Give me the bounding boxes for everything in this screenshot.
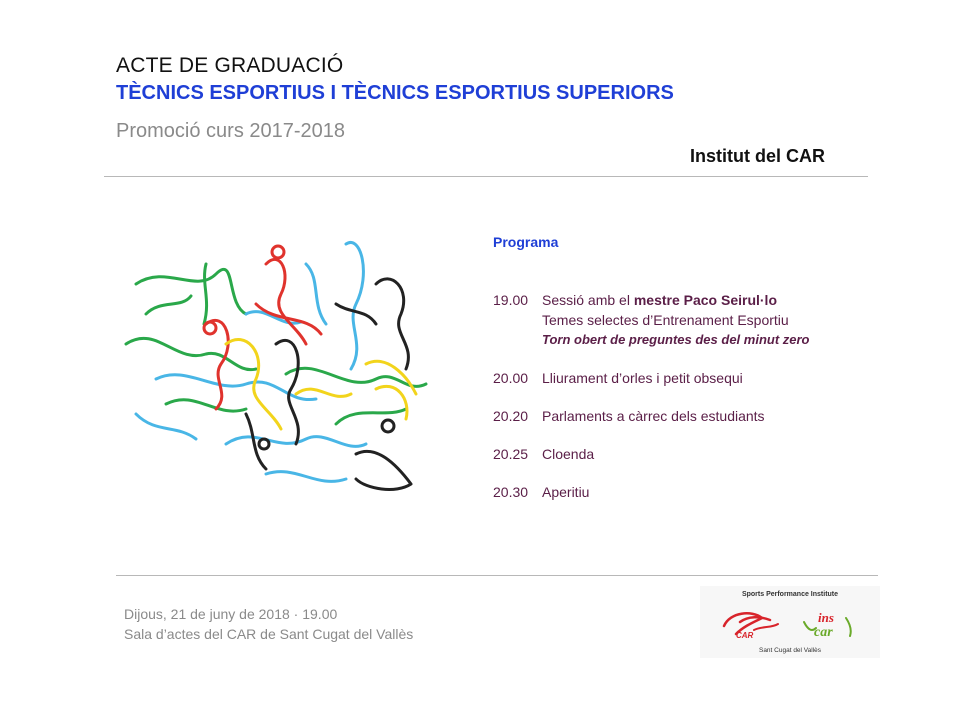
logo-top-text: Sports Performance Institute — [741, 591, 839, 598]
event-venue: Sala d’actes del CAR de Sant Cugat del Vallès — [124, 626, 414, 642]
promotion-label: Promoció curs 2017-2018 — [116, 120, 346, 142]
program-item — [493, 444, 933, 464]
program-list — [493, 290, 933, 502]
program-item — [493, 482, 933, 502]
program-item — [493, 368, 933, 388]
program-time: 20.20 — [493, 408, 529, 424]
program-text: Aperitiu — [542, 484, 590, 500]
program-text: Lliurament d’orles i petit obsequi — [542, 370, 743, 386]
program-heading: Programa — [493, 234, 559, 250]
logo-car-text: CAR — [736, 631, 754, 640]
program-text: Cloenda — [542, 446, 595, 462]
program-item — [493, 290, 933, 350]
program-time: 19.00 — [493, 292, 529, 308]
footer-divider — [116, 575, 878, 576]
logo-car2-text: car — [814, 625, 833, 640]
program-text: Parlaments a càrrec dels estudiants — [542, 408, 765, 424]
program-text: Sessió amb el — [542, 292, 634, 308]
program-item — [493, 406, 933, 426]
logo-ins-text: ins — [818, 610, 834, 625]
event-details — [124, 604, 413, 644]
event-subtitle: TÈCNICS ESPORTIUS I TÈCNICS ESPORTIUS SUPERIORS — [116, 82, 674, 104]
program-subline-italic: Torn obert de preguntes des del minut zero — [542, 332, 810, 347]
header-divider — [104, 176, 868, 177]
program-time: 20.00 — [493, 370, 529, 386]
program-speaker: mestre Paco Seirul·lo — [633, 292, 777, 308]
logo-bottom-text: Sant Cugat del Vallès — [758, 647, 822, 654]
event-date: Dijous, 21 de juny de 2018 · 19.00 — [124, 606, 338, 622]
institute-name: Institut del CAR — [690, 146, 825, 166]
program-subline: Temes selectes d’Entrenament Esportiu — [542, 312, 789, 328]
athletes-illustration — [106, 204, 472, 516]
car-institute-logo — [700, 586, 880, 658]
event-title: ACTE DE GRADUACIÓ — [116, 54, 344, 77]
program-time: 20.30 — [493, 484, 529, 500]
program-time: 20.25 — [493, 446, 529, 462]
